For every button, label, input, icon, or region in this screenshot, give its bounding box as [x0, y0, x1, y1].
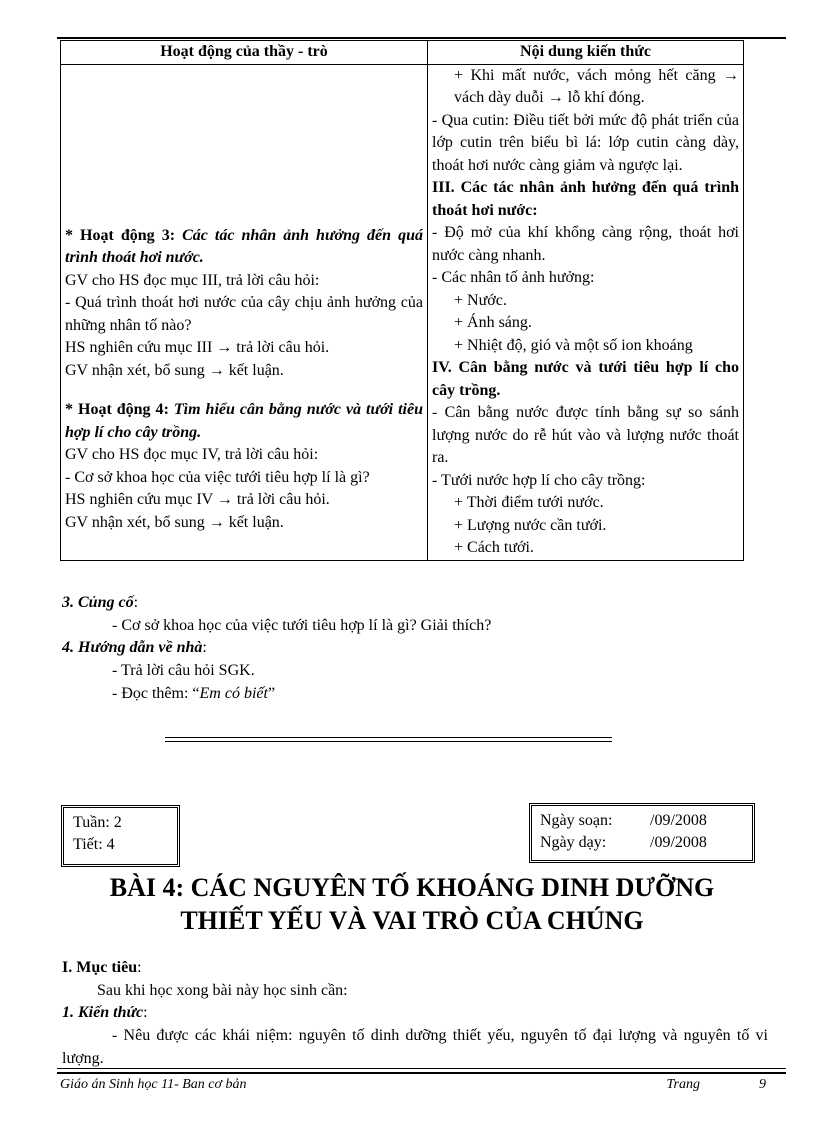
activity-text: GV cho HS đọc mục IV, trả lời câu hỏi:: [65, 446, 319, 463]
activity-text: HS nghiên cứu mục III → trả lời câu hỏi.: [65, 339, 330, 356]
header-content: Nội dung kiến thức: [428, 41, 744, 65]
knowledge-heading: 1. Kiến thức:: [62, 1004, 148, 1021]
footer-page-number: 9: [759, 1077, 766, 1092]
activity-text: HS nghiên cứu mục IV → trả lời câu hỏi.: [65, 491, 330, 508]
activity-text: - Cơ sở khoa học của việc tưới tiêu hợp lí là gì?: [65, 468, 370, 486]
content-text: + Ánh sáng.: [454, 314, 532, 331]
content-text: + Lượng nước cần tưới.: [454, 516, 607, 534]
footer-title: Giáo án Sinh học 11- Ban cơ bản: [60, 1077, 247, 1092]
content-text: - Độ mở của khí khổng càng rộng, thoát hơi nước càng nhanh.: [432, 224, 739, 264]
content-text: - Qua cutin: Điều tiết bởi mức độ phát triển của lớp cutin trên biểu bì lá: lớp cutin càng dày, thoát hơi nước càng giảm và ngược lại.: [432, 111, 739, 174]
content-text: - Tưới nước hợp lí cho cây trồng:: [432, 471, 646, 489]
activity-text: GV cho HS đọc mục III, trả lời câu hỏi:: [65, 271, 320, 289]
cungco-heading: 3. Củng cố:: [62, 594, 139, 611]
footer-rule: [57, 1068, 786, 1069]
objectives-intro: Sau khi học xong bài này học sinh cần:: [97, 982, 348, 999]
content-text: - Cân bằng nước được tính bằng sự so sánh lượng nước do rễ hút vào và lượng nước thoát ra.: [432, 404, 739, 466]
table-header-row: [61, 41, 744, 65]
activity-4-heading: * Hoạt động 4: Tìm hiểu cân bằng nước và tưới tiêu hợp lí cho cây trồng.: [65, 401, 423, 441]
huongdan-item: - Trả lời câu hỏi SGK.: [112, 662, 255, 679]
dates-box: [529, 803, 755, 863]
knowledge-item: - Nêu được các khái niệm: nguyên tố dinh dưỡng thiết yếu, nguyên tố đại lượng và nguyên tố vi lượng.: [62, 1027, 768, 1067]
lesson-title-line2: THIẾT YẾU VÀ VAI TRÒ CỦA CHÚNG: [180, 906, 644, 935]
lesson-table: [60, 40, 744, 561]
content-text: + Thời điểm tưới nước.: [454, 494, 604, 511]
huongdan-item: - Đọc thêm: “Em có biết”: [112, 685, 276, 702]
table-body-row: [61, 64, 744, 560]
prep-date: Ngày soạn: /09/2008: [540, 812, 707, 829]
activity-text: GV nhận xét, bổ sung → kết luận.: [65, 513, 284, 531]
activity-text: - Quá trình thoát hơi nước của cây chịu ảnh hưởng của những nhân tố nào?: [65, 294, 423, 334]
content-text: + Khi mất nước, vách mỏng hết căng → vách dày duỗi → lỗ khí đóng.: [454, 66, 739, 106]
content-text: - Các nhân tố ảnh hưởng:: [432, 269, 595, 286]
week-box: [61, 805, 180, 867]
content-text: + Nước.: [454, 291, 507, 309]
separator-rule: [165, 737, 612, 738]
lesson-title-line1: BÀI 4: CÁC NGUYÊN TỐ KHOÁNG DINH DƯỠNG: [109, 873, 715, 902]
blank-space: [65, 65, 423, 225]
content-cell: [428, 64, 744, 560]
header-activity: Hoạt động của thầy - trò: [61, 41, 428, 65]
content-text: + Nhiệt độ, gió và một số ion khoáng: [454, 336, 693, 354]
content-text: + Cách tưới.: [454, 539, 534, 556]
page-footer: [60, 1074, 766, 1097]
activity-3-heading: * Hoạt động 3: Các tác nhân ảnh hưởng đến quá trình thoát hơi nước.: [65, 226, 424, 266]
separator-rule: [165, 741, 612, 742]
section-iii-heading: III. Các tác nhân ảnh hưởng đến quá trình thoát hơi nước:: [432, 179, 739, 219]
teach-date: Ngày dạy: /09/2008: [540, 834, 707, 851]
section-iv-heading: IV. Cân bằng nước và tưới tiêu hợp lí cho cây trồng.: [432, 359, 739, 399]
period-label: Tiết: 4: [73, 836, 115, 853]
huongdan-heading: 4. Hướng dẫn về nhà:: [62, 639, 207, 656]
footer-page-label: Trang: [666, 1077, 700, 1092]
activity-cell: [61, 64, 428, 560]
cungco-question: - Cơ sở khoa học của việc tưới tiêu hợp lí là gì? Giải thích?: [112, 617, 492, 634]
week-label: Tuần: 2: [73, 814, 122, 831]
objectives-heading: I. Mục tiêu:: [62, 959, 142, 976]
activity-text: GV nhận xét, bổ sung → kết luận.: [65, 361, 284, 379]
top-border: [57, 37, 786, 39]
